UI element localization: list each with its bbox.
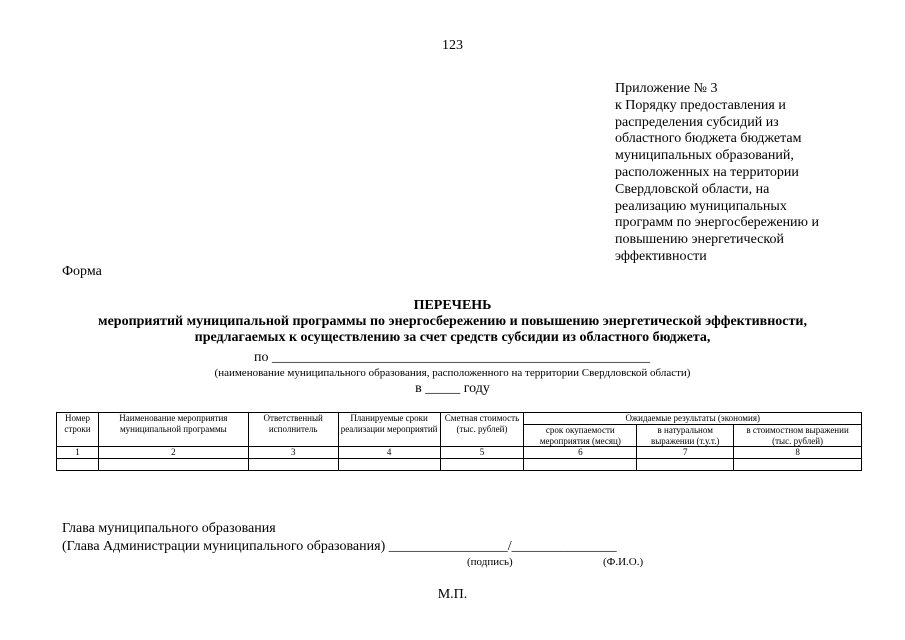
header-cost: Сметная стоимость (тыс. рублей) [440, 413, 524, 447]
appendix-line: муниципальных образований, [615, 148, 794, 164]
title-subheading: мероприятий муниципальной программы по энергосбережению и повышению энергетической эффективности, [98, 314, 807, 329]
column-number: 7 [637, 447, 734, 459]
signature-caption: (подпись) [467, 556, 513, 568]
column-number: 5 [440, 447, 524, 459]
table-cell [440, 458, 524, 470]
appendix-line: областного бюджета бюджетам [615, 131, 802, 147]
column-number: 3 [248, 447, 338, 459]
year-line: в _____ году [415, 381, 490, 396]
appendix-line: распределения субсидий из [615, 114, 779, 130]
title-heading: ПЕРЕЧЕНЬ [413, 298, 492, 313]
table-header-row [57, 413, 862, 425]
column-number: 8 [734, 447, 862, 459]
appendix-line: расположенных на территории [615, 164, 799, 180]
header-measure-name: Наименование мероприятия муниципальной программы [98, 413, 248, 447]
table-cell [637, 458, 734, 470]
signature-line: (Глава Администрации муниципального образования) _________________/_______________ [62, 539, 617, 554]
header-expected-results: Ожидаемые результаты (экономия) [524, 413, 862, 425]
table-cell [338, 458, 440, 470]
table-cell [524, 458, 637, 470]
header-planned-dates: Планируемые сроки реализации мероприятий [338, 413, 440, 447]
table-row [57, 458, 862, 470]
municipality-note: (наименование муниципального образования, расположенного на территории Свердловской области) [214, 367, 691, 379]
table-cell [734, 458, 862, 470]
appendix-line: эффективности [615, 248, 707, 264]
table-cell [57, 458, 99, 470]
appendix-block [615, 81, 855, 266]
municipality-line: по ______________________________________________________ [254, 350, 650, 365]
signature-title: Глава муниципального образования [62, 521, 276, 536]
page-number: 123 [442, 38, 463, 53]
document-title [0, 298, 905, 346]
appendix-line: Свердловской области, на [615, 181, 770, 197]
column-number: 6 [524, 447, 637, 459]
measures-table [56, 412, 862, 471]
header-payback: срок окупаемости мероприятия (месяц) [524, 425, 637, 447]
table-number-row [57, 447, 862, 459]
title-subheading-2: предлагаемых к осуществлению за счет средств субсидии из областного бюджета, [194, 330, 711, 345]
table-cell [98, 458, 248, 470]
appendix-line: программ по энергосбережению и [615, 215, 820, 231]
header-natural: в натуральном выражении (т.у.т.) [637, 425, 734, 447]
column-number: 4 [338, 447, 440, 459]
form-label: Форма [62, 264, 102, 279]
appendix-line: Приложение № 3 [615, 81, 718, 96]
appendix-line: повышению энергетической [615, 232, 784, 248]
header-value: в стоимостном выражении (тыс. рублей) [734, 425, 862, 447]
column-number: 1 [57, 447, 99, 459]
header-row-number: Номер строки [57, 413, 99, 447]
name-caption: (Ф.И.О.) [603, 556, 644, 568]
column-number: 2 [98, 447, 248, 459]
header-executor: Ответственный исполнитель [248, 413, 338, 447]
appendix-line: реализацию муниципальных [615, 198, 787, 214]
stamp-place: М.П. [437, 587, 468, 602]
table-cell [248, 458, 338, 470]
appendix-line: к Порядку предоставления и [615, 97, 786, 113]
